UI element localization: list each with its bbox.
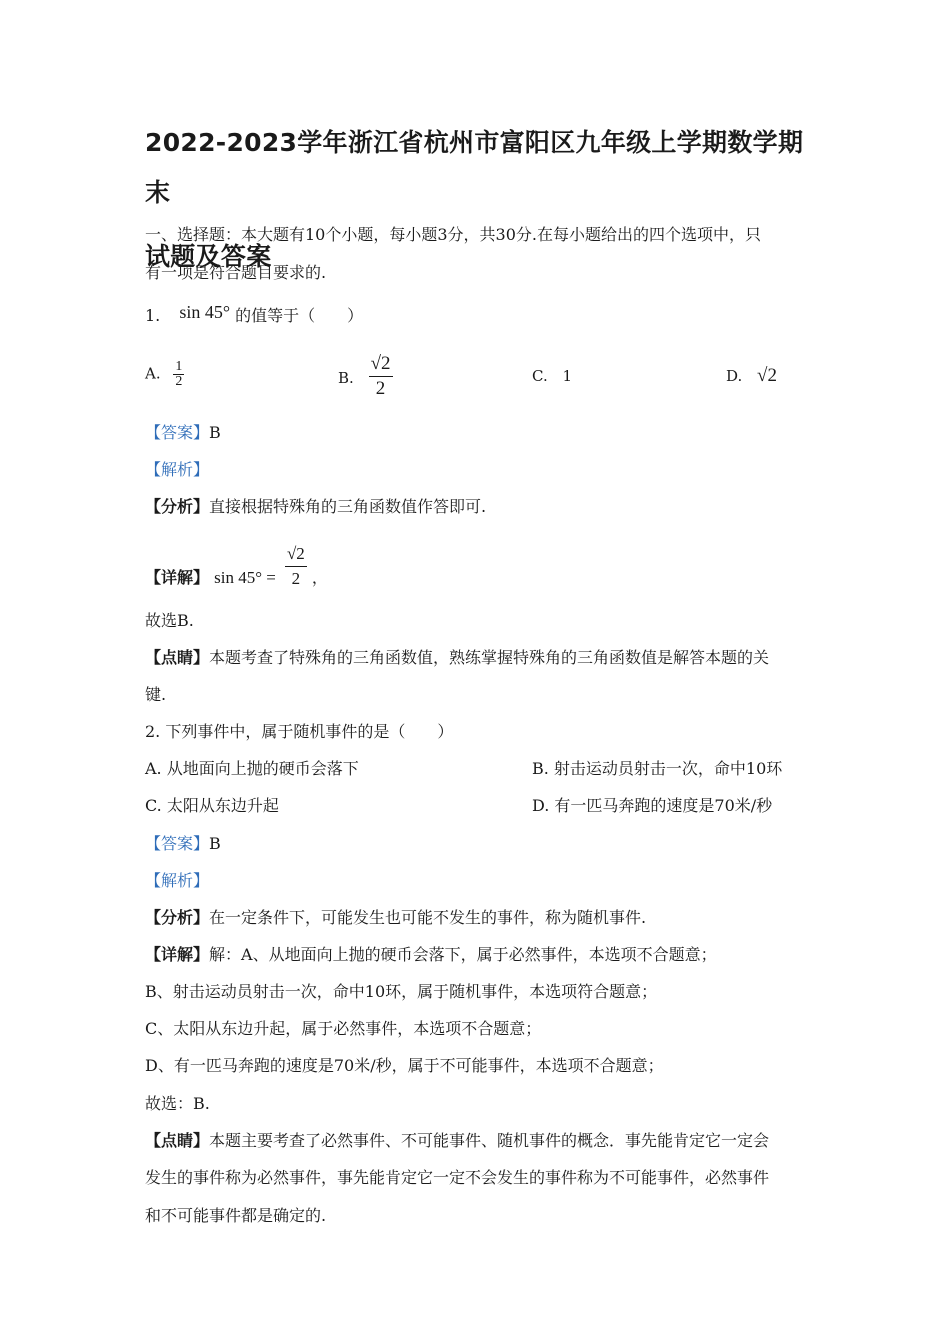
q2-answer: 【答案】B — [145, 834, 221, 853]
q1-answer: 【答案】B — [145, 423, 221, 442]
q2-comment-line-2: 发生的事件称为必然事件，事先能肯定它一定不会发生的事件称为不可能事件，必然事件 — [145, 1168, 770, 1187]
q2-option-b: B. 射击运动员射击一次，命中10环 — [532, 759, 783, 778]
q1-detail-fraction: $\frac{√2}{2}$ — [286, 544, 305, 588]
q1-comment-line-2: 键. — [145, 685, 167, 704]
q2-analysis-tag: 【解析】 — [145, 871, 210, 890]
q1-analysis-tag: 【解析】 — [145, 460, 210, 479]
q1-detail: 【详解】 sin 45° = $\frac{√2}{2}$ ， — [145, 542, 328, 592]
q2-detail-line-4: D、有一匹马奔跑的速度是70米/秒，属于不可能事件，本选项不合题意； — [145, 1056, 664, 1075]
q2-conclusion: 故选：B. — [145, 1094, 210, 1113]
q1-conclusion: 故选B. — [145, 611, 194, 630]
q1-comment-line-1: 【点睛】本题考查了特殊角的三角函数值，熟练掌握特殊角的三角函数值是解答本题的关 — [145, 648, 770, 667]
title-line-2: 试题及答案 — [145, 242, 272, 271]
q1-option-d: D. √2 — [726, 365, 777, 386]
q1-stem — [145, 304, 363, 327]
q1-option-a: A. $\frac{1}{2}$ — [145, 359, 183, 389]
q2-option-c: C. 太阳从东边升起 — [145, 796, 279, 815]
q2-stem: 2. 下列事件中，属于随机事件的是（ ） — [145, 722, 454, 741]
q1-number: 1. — [145, 306, 161, 325]
q2-comment-line-1: 【点睛】本题主要考查了必然事件、不可能事件、随机事件的概念．事先能肯定它一定会 — [145, 1131, 770, 1150]
q1-expression: sin 45° — [179, 302, 231, 322]
q1-fenxi: 【分析】直接根据特殊角的三角函数值作答即可. — [145, 497, 487, 516]
q2-detail-line-2: B、射击运动员射击一次，命中10环，属于随机事件，本选项符合题意； — [145, 982, 658, 1001]
q1-stem-text: 的值等于（ ） — [235, 306, 364, 325]
q2-option-a: A. 从地面向上抛的硬币会落下 — [145, 759, 359, 778]
q1-option-a-fraction: $\frac{1}{2}$ — [175, 359, 183, 389]
q2-detail-line-3: C、太阳从东边升起，属于必然事件，本选项不合题意； — [145, 1019, 542, 1038]
q1-option-c: C. 1 — [532, 367, 573, 385]
q1-option-b: B. $\frac{√2}{2}$ — [338, 353, 391, 399]
q1-option-b-fraction: $\frac{√2}{2}$ — [370, 353, 391, 399]
section-header-line-2: 有一项是符合题目要求的. — [145, 263, 327, 282]
section-header-line-1: 一、选择题：本大题有10个小题，每小题3分，共30分.在每小题给出的四个选项中，只 — [145, 225, 761, 244]
q2-option-d: D. 有一匹马奔跑的速度是70米/秒 — [532, 796, 773, 815]
title-line-1: 2022-2023学年浙江省杭州市富阳区九年级上学期数学期末 — [145, 128, 804, 207]
q2-fenxi: 【分析】在一定条件下，可能发生也可能不发生的事件，称为随机事件. — [145, 908, 647, 927]
document-title — [145, 118, 815, 282]
q2-comment-line-3: 和不可能事件都是确定的. — [145, 1206, 327, 1225]
q2-detail-line-1: 【详解】解：A、从地面向上抛的硬币会落下，属于必然事件，本选项不合题意； — [145, 945, 717, 964]
